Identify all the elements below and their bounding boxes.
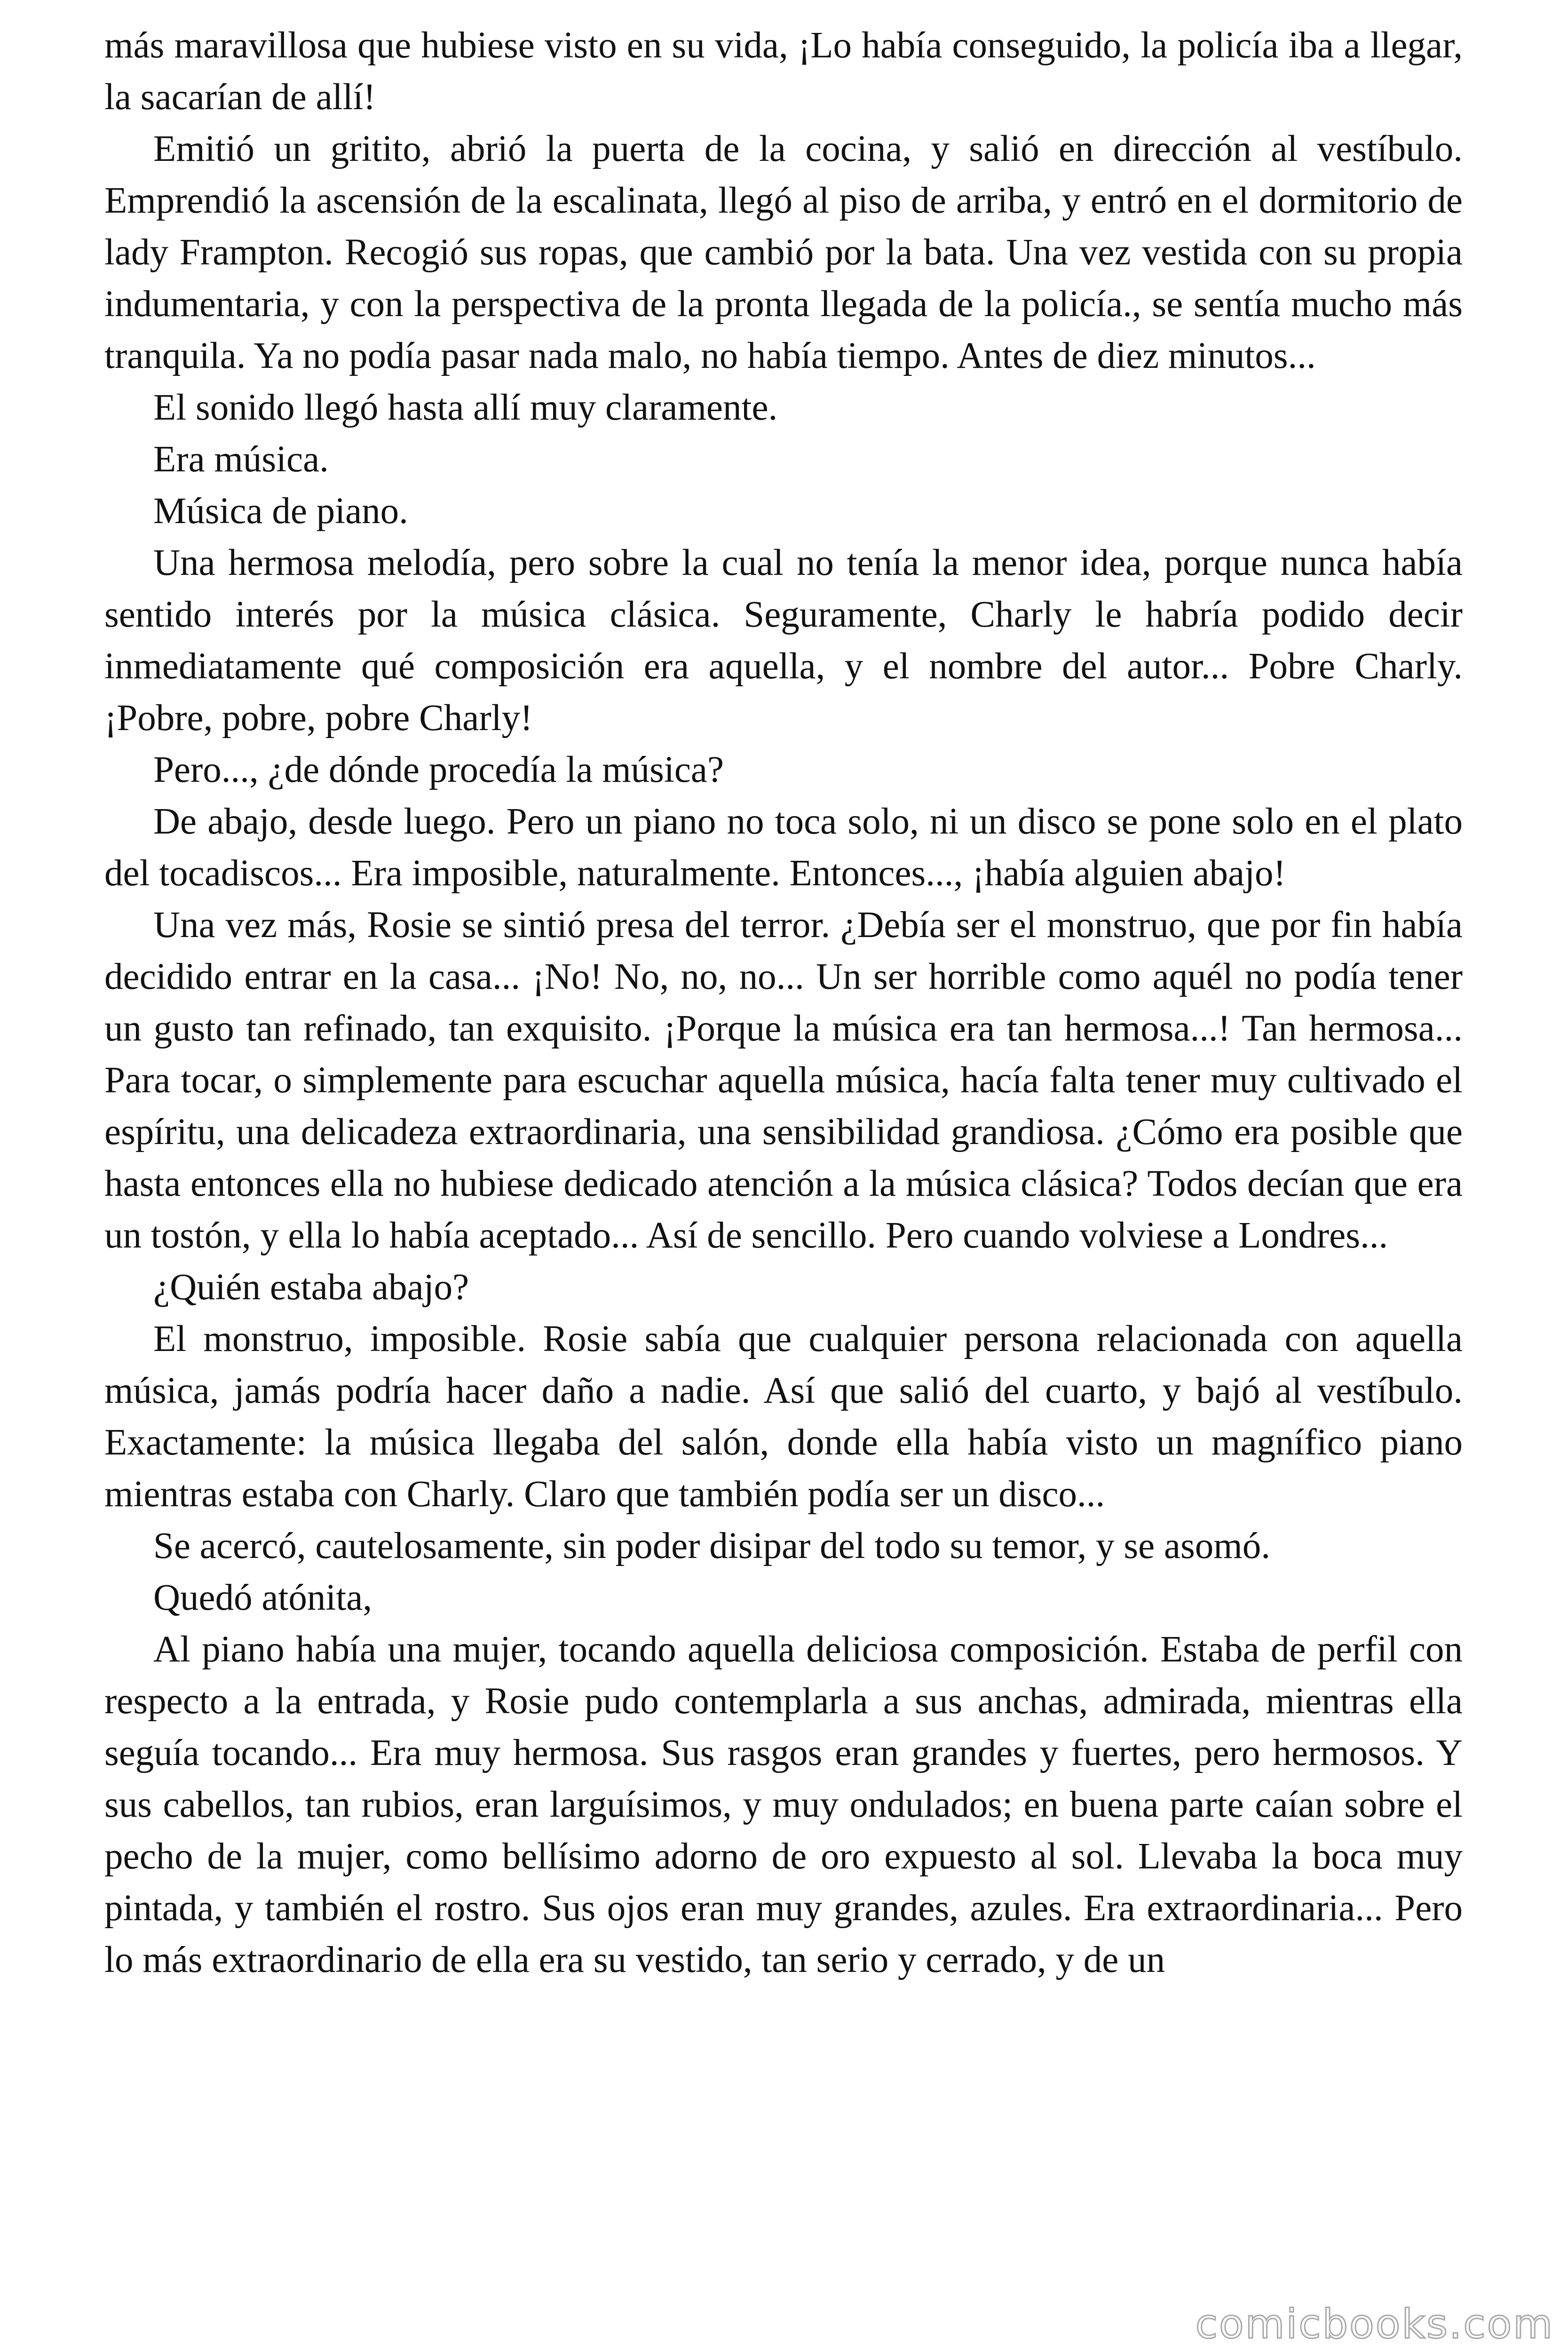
book-page	[104, 20, 1463, 2325]
paragraph-7: Pero..., ¿de dónde procedía la música?	[153, 749, 724, 790]
paragraph-10: ¿Quién estaba abajo?	[153, 1267, 469, 1308]
paragraph-11: El monstruo, imposible. Rosie sabía que cualquier persona relacionada con aquella música, jamás podría hacer daño a nadie. Así que salió del cuarto, y bajó al vestíbulo. Exactamente: la música llegaba del salón, donde ella había visto un magnífico piano mientras estaba con Charly. Claro que también podía ser un disco...	[104, 1319, 1463, 1515]
paragraph-14: Al piano había una mujer, tocando aquella deliciosa composición. Estaba de perfil con respecto a la entrada, y Rosie pudo contemplarla a sus anchas, admirada, mientras ella seguía tocando... Era muy hermosa. Sus rasgos eran grandes y fuertes, pero hermosos. Y sus cabellos, tan rubios, eran larguísimos, y muy ondulados; en buena parte caían sobre el pecho de la mujer, como bellísimo adorno de oro expuesto al sol. Llevaba la boca muy pintada, y también el rostro. Sus ojos eran muy grandes, azules. Era extraordinaria... Pero lo más extraordinario de ella era su vestido, tan serio y cerrado, y de un	[104, 1629, 1463, 1980]
paragraph-9: Una vez más, Rosie se sintió presa del terror. ¿Debía ser el monstruo, que por fin había decidido entrar en la casa... ¡No! No, no, no... Un ser horrible como aquél no podía tener un gusto tan refinado, tan exquisito. ¡Porque la música era tan hermosa...! Tan hermosa... Para tocar, o simplemente para escuchar aquella música, hacía falta tener muy cultivado el espíritu, una delicadeza extraordinaria, una sensibilidad grandiosa. ¿Cómo era posible que hasta entonces ella no hubiese dedicado atención a la música clásica? Todos decían que era un tostón, y ella lo había aceptado... Así de sencillo. Pero cuando volviese a Londres...	[104, 905, 1463, 1256]
paragraph-5: Música de piano.	[153, 491, 408, 532]
paragraph-6: Una hermosa melodía, pero sobre la cual no tenía la menor idea, porque nunca había sentido interés por la música clásica. Seguramente, Charly le habría podido decir inmediatamente qué composición era aquella, y el nombre del autor... Pobre Charly. ¡Pobre, pobre, pobre Charly!	[104, 542, 1463, 739]
paragraph-3: El sonido llegó hasta allí muy claramente.	[153, 387, 778, 428]
paragraph-2: Emitió un gritito, abrió la puerta de la cocina, y salió en dirección al vestíbulo. Emprendió la ascensión de la escalinata, llegó al piso de arriba, y entró en el dormitorio de lady Frampton. Recogió sus ropas, que cambió por la bata. Una vez vestida con su propia indumentaria, y con la perspectiva de la pronta llegada de la policía., se sentía mucho más tranquila. Ya no podía pasar nada malo, no había tiempo. Antes de diez minutos...	[104, 128, 1463, 376]
watermark-text: comicbooks.com	[1195, 2301, 1554, 2348]
paragraph-8: De abajo, desde luego. Pero un piano no toca solo, ni un disco se pone solo en el plato del tocadiscos... Era imposible, naturalmente. Entonces..., ¡había alguien abajo!	[104, 801, 1463, 894]
paragraph-1: más maravillosa que hubiese visto en su vida, ¡Lo había conseguido, la policía iba a llegar, la sacarían de allí!	[104, 25, 1463, 118]
paragraph-13: Quedó atónita,	[153, 1577, 372, 1618]
paragraph-12: Se acercó, cautelosamente, sin poder disipar del todo su temor, y se asomó.	[153, 1526, 1270, 1566]
paragraph-4: Era música.	[153, 439, 329, 480]
